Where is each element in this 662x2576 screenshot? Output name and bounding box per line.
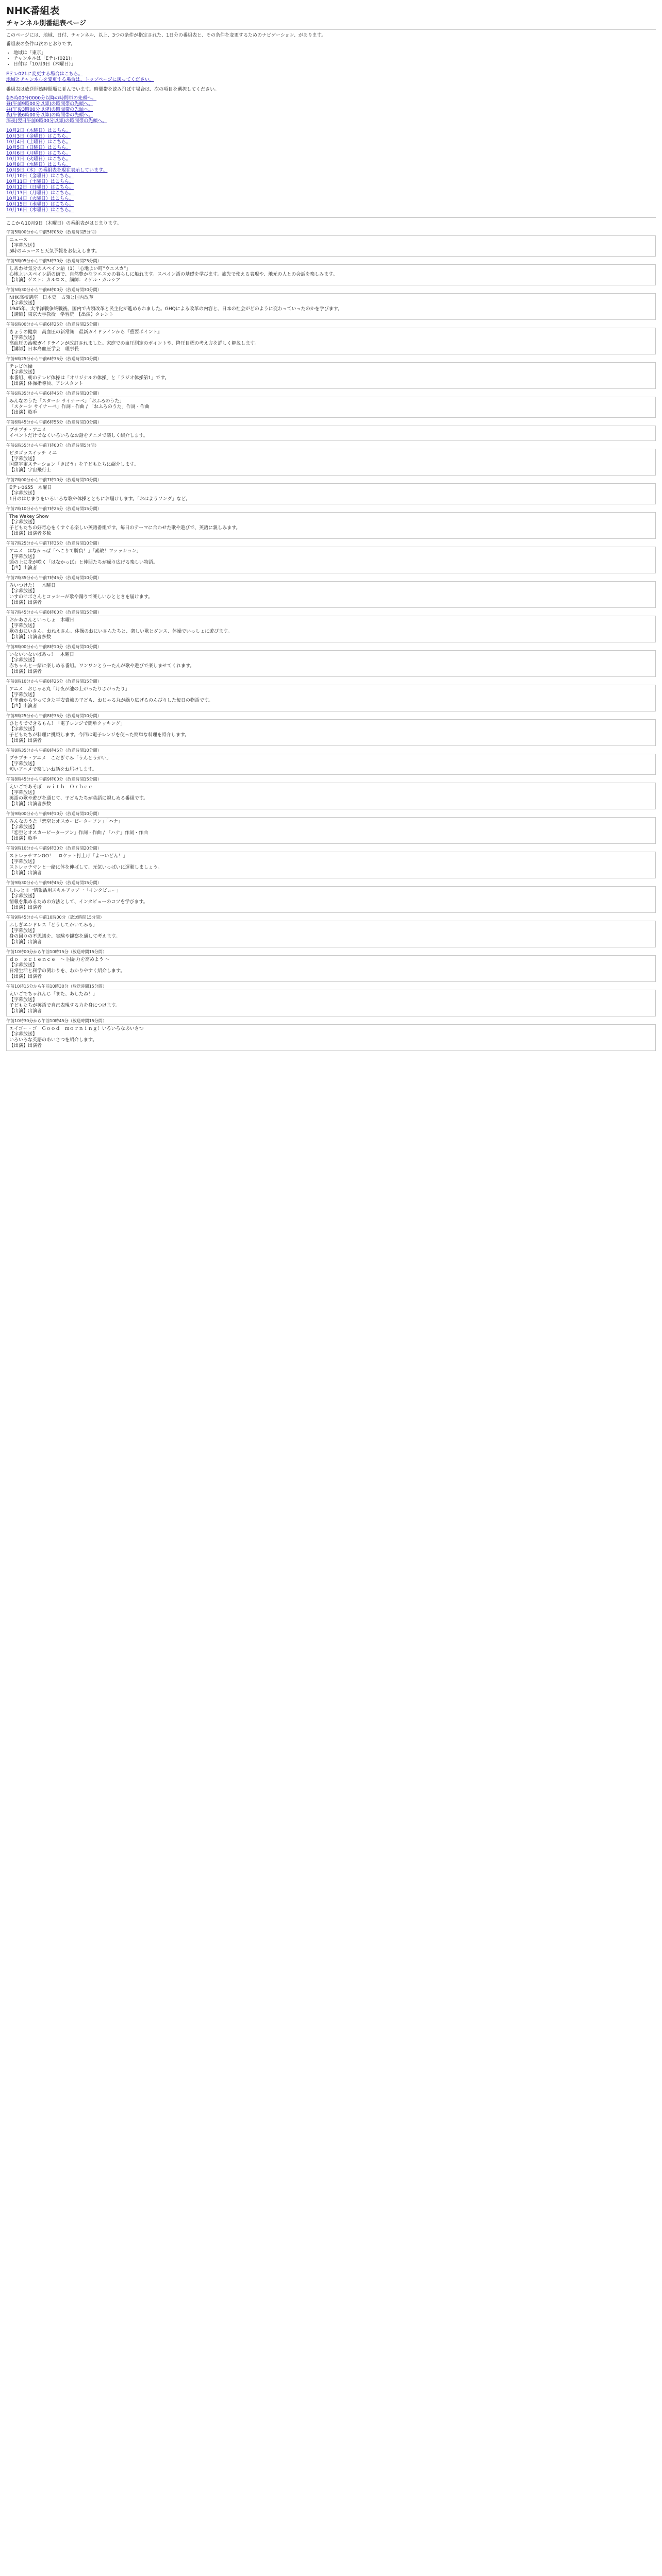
program-time: 午前8時45分から午前9時00分（放送時間15分間）	[6, 777, 102, 782]
program-title: いないいないばあっ！ 木曜日	[9, 652, 74, 657]
program-item	[6, 541, 656, 573]
day-nav-item	[6, 191, 656, 196]
list-heading: ここから10月9日（木曜日）の番組表がはじまります。	[6, 221, 122, 226]
program-time: 午前7時25分から午前7時35分（放送時間10分間）	[6, 541, 102, 546]
page-wrapper	[0, 0, 662, 1058]
day-nav-item	[6, 140, 656, 145]
program-box	[6, 616, 656, 642]
page-subtitle: チャンネル別番組表ページ	[6, 20, 656, 30]
program-title: ピタゴラスイッチ ミニ	[9, 451, 57, 456]
program-item	[6, 610, 656, 642]
program-box	[6, 783, 656, 809]
program-box	[6, 264, 656, 285]
program-time: 午前6時55分から午前7時00分（放送時間5分間）	[6, 443, 99, 448]
program-item	[6, 230, 656, 257]
program-time: 午前8時10分から午前8時25分（放送時間15分間）	[6, 679, 102, 684]
day-nav-item	[6, 185, 656, 191]
program-item	[6, 1019, 656, 1051]
program-title: プチプチ・アニメ	[9, 428, 46, 433]
conditions-heading: 番組表の条件は次のとおりです。	[6, 42, 76, 47]
program-box	[6, 719, 656, 746]
program-time: 午前5時30分から午前6時00分（放送時間30分間）	[6, 287, 102, 292]
program-item	[6, 748, 656, 775]
program-title: アニメ はなかっぱ「へこりて勝負！」「素敵！ファッション」	[9, 549, 141, 554]
program-time: 午前6時25分から午前6時35分（放送時間10分間）	[6, 357, 102, 361]
day-link[interactable]: 10月11日（土曜日）はこちら。	[6, 179, 74, 184]
divider	[6, 217, 656, 218]
program-time: 午前7時10分から午前7時25分（放送時間15分間）	[6, 506, 102, 511]
program-item	[6, 575, 656, 608]
program-time: 午前5時00分から午前5時05分（放送時間5分間）	[6, 230, 99, 234]
program-item	[6, 714, 656, 746]
program-title: しあわせ気分のスペイン語（1）「心地よい町”ウエスカ”」	[9, 266, 131, 272]
program-detail: 【字幕放送】 高血圧の治療ガイドラインが改訂されました。家庭での血圧測定のポイントや、降圧目標の考え方を詳しく解説します。 【講師】日本高血圧学会 理事長	[9, 335, 259, 352]
program-time: 午前8時00分から午前8時10分（放送時間10分間）	[6, 645, 102, 649]
conditions-list	[6, 50, 656, 67]
program-detail: 【字幕放送】 5時のニュースと天気予報をお伝えします。	[9, 243, 100, 254]
program-item	[6, 846, 656, 878]
program-detail: 【字幕放送】 身の回りの不思議を、実験や観察を通して考えます。 【出演】出演者	[9, 928, 121, 945]
condition-item: • 日付は「10月9日（木曜日）」	[13, 62, 656, 67]
program-box	[6, 990, 656, 1016]
program-title: ひとりでできるもん！「電子レンジで簡単クッキング」	[9, 721, 125, 726]
program-detail: 【字幕放送】 英語の歌や遊びを通じて、子どもたちが英語に親しめる番組です。 【出演】出演者多数	[9, 790, 148, 807]
day-link[interactable]: 10月5日（日曜日）はこちら。	[6, 145, 71, 150]
program-detail: 【字幕放送】 赤ちゃんと一緒に楽しめる番組。ワンワンとうーたんが歌や遊びで楽しませてくれます。 【出演】出演者	[9, 658, 195, 674]
day-link[interactable]: 10月14日（火曜日）はこちら。	[6, 196, 74, 201]
program-item	[6, 777, 656, 809]
program-box	[6, 397, 656, 418]
day-nav-item	[6, 151, 656, 157]
program-detail: 【字幕放送】 情報を集めるための方法として、インタビューのコツを学びます。 【出演】出演者	[9, 894, 148, 910]
day-link[interactable]: 10月2日（木曜日）はこちら。	[6, 128, 71, 133]
program-title: アニメ おじゃる丸「月夜が池の上がったりさがったり」	[9, 687, 130, 692]
program-title: Eテレ0655 木曜日	[9, 485, 52, 490]
program-item	[6, 357, 656, 389]
program-box	[6, 1024, 656, 1051]
program-item	[6, 950, 656, 982]
program-box	[6, 852, 656, 878]
day-link[interactable]: 10月15日（水曜日）はこちら。	[6, 202, 74, 207]
program-title: ふしぎエンドレス「どうしてかいてみる」	[9, 923, 97, 928]
program-detail: 【字幕放送】 国際宇宙ステーション「きぼう」を子どもたちに紹介します。 【出演】宇宙飛行士	[9, 456, 139, 473]
program-time: 午前7時45分から午前8時00分（放送時間15分間）	[6, 610, 102, 615]
program-item	[6, 478, 656, 504]
day-link[interactable]: 10月8日（水曜日）はこちら。	[6, 162, 71, 167]
program-item	[6, 322, 656, 354]
day-link[interactable]: 10月10日（金曜日）はこちら。	[6, 174, 74, 179]
day-nav-item	[6, 208, 656, 213]
day-nav-item	[6, 162, 656, 168]
time-nav-heading: 番組表は放送開始時間順に並んでいます。時間帯を読み飛ばす場合は、次の項目を選択してください。	[6, 87, 220, 92]
program-item	[6, 984, 656, 1016]
day-link[interactable]: 10月12日（日曜日）はこちら。	[6, 185, 74, 190]
program-detail: 【字幕放送】 日常生活と科学の関わりを、わかりやすく紹介します。 【出演】出演者	[9, 963, 125, 979]
program-box	[6, 886, 656, 913]
program-title: ニュース	[9, 238, 28, 243]
program-title: テレビ体操	[9, 364, 32, 369]
program-box	[6, 512, 656, 539]
program-time: 午前9時10分から午前9時30分（放送時間20分間）	[6, 846, 102, 851]
program-detail: 【字幕放送】 千年前からやってきた平安貴族の子ども、おじゃる丸が繰り広げるのんびりした毎日の物語です。 【声】出演者	[9, 692, 213, 709]
program-item	[6, 506, 656, 539]
day-nav-item	[6, 128, 656, 134]
program-time: 午前10時30分から午前10時45分（放送時間15分間）	[6, 1019, 107, 1023]
page-title: NHK番組表	[6, 5, 60, 16]
program-title: みんなのうた「恋空とオスカーピーターソン」「ハナ」	[9, 819, 123, 824]
program-time: 午前5時05分から午前5時30分（放送時間25分間）	[6, 259, 102, 263]
program-box	[6, 817, 656, 844]
program-detail: 【字幕放送】 子どもたちが英語で自己表現する力を身につけます。 【出演】出演者	[9, 997, 121, 1014]
time-link-midnight[interactable]: 深夜(翌日午前0時00分以降)の時間帯の先頭へ。	[6, 118, 107, 124]
day-nav-item	[6, 157, 656, 162]
program-title: The Wakey Show	[9, 514, 49, 519]
program-detail: 【字幕放送】 歌のおにいさん、おねえさん、体操のおにいさんたちと、楽しい歌とダンス、体操でいっしょに遊びます。 【出演】出演者多数	[9, 623, 233, 640]
program-title: エイゴー・ゴ Ｇｏｏｄ ｍｏｒｎｉｎｇ！いろいろなあいさつ	[9, 1026, 144, 1031]
day-nav-item	[6, 179, 656, 185]
day-nav	[6, 128, 656, 213]
program-title: プチプチ・アニメ こだぎぐみ「うんとうがい」	[9, 756, 111, 761]
program-item	[6, 443, 656, 476]
program-time: 午前6時35分から午前6時45分（放送時間10分間）	[6, 391, 102, 396]
program-detail: 【字幕放送】 1945年、太平洋戦争終戦後、国内で占領改革と民主化が進められました。GHQによる改革の内容と、日本の社会がどのように変わっていったのかを学びます。 【講師】東京大学教授 学習院 【出演】タレント	[9, 301, 342, 317]
program-item	[6, 645, 656, 677]
program-detail: 【字幕放送】 「恋空とオスカーピーターソン」作詞・作曲 / 「ハナ」作詞・作曲 【出演】歌手	[9, 825, 148, 841]
program-item	[6, 259, 656, 285]
program-time: 午前7時35分から午前7時45分（放送時間10分間）	[6, 575, 102, 580]
day-nav-item	[6, 174, 656, 179]
time-link-morning[interactable]: 朝5時00分0000分以降の時間帯の先頭へ。	[6, 96, 97, 101]
program-detail: イベントだけでなくいろいろなお話をアニメで楽しく紹介します。	[9, 433, 148, 438]
day-nav-item	[6, 168, 656, 174]
program-box	[6, 581, 656, 608]
day-link[interactable]: 10月6日（月曜日）はこちら。	[6, 151, 71, 156]
program-time: 午前9時00分から午前9時10分（放送時間10分間）	[6, 811, 102, 816]
day-nav-item	[6, 196, 656, 202]
time-nav	[6, 96, 656, 124]
program-item	[6, 679, 656, 711]
program-title: きょうの健康 高血圧の新常識 最新ガイドラインから『重要ポイント』	[9, 330, 162, 335]
program-time: 午前8時25分から午前8時35分（放送時間10分間）	[6, 714, 102, 718]
day-link[interactable]: 10月7日（火曜日）はこちら。	[6, 157, 71, 162]
program-detail: 【字幕放送】 いろいろな英語のあいさつを紹介します。 【出演】出演者	[9, 1032, 97, 1048]
program-time: 午前7時00分から午前7時10分（放送時間10分間）	[6, 478, 102, 482]
program-time: 午前9時30分から午前9時45分（放送時間15分間）	[6, 880, 102, 885]
program-title: NHK高校講座 日本史 占領と国内改革	[9, 295, 94, 300]
day-nav-item	[6, 202, 656, 208]
program-time: 午前6時45分から午前6時55分（放送時間10分間）	[6, 420, 102, 425]
program-detail: 【字幕放送】 頭の上に花が咲く「はなかっぱ」と仲間たちが繰り広げる楽しい物語。 【声】出演者	[9, 554, 158, 571]
program-item	[6, 811, 656, 844]
program-box	[6, 293, 656, 320]
program-detail: 【字幕放送】 ストレッチマンと一緒に体を伸ばして、元気いっぱいに運動しましょう。 【出演】出演者	[9, 859, 162, 876]
program-box	[6, 362, 656, 389]
program-item	[6, 915, 656, 947]
program-box	[6, 328, 656, 354]
program-detail: 心地よいスペイン語の街で、自然豊かなウエスカの暮らしに触れます。スペイン語の基礎を学びます。旅先で使える表現や、地元の人との会話を楽しみます。 【出演】ゲスト：カルロス、講師：ミゲル・ガルシア	[9, 272, 338, 283]
program-time: 午前6時00分から午前6時25分（放送時間25分間）	[6, 322, 102, 327]
back-to-top-link[interactable]: 地域とチャンネルを変更する場合は、トップページに戻ってください。	[6, 77, 154, 82]
program-title: ｄｏ ｓｃｉｅｎｃｅ ～ 国語力を高めよう ～	[9, 957, 110, 962]
program-title: みいつけた！ 木曜日	[9, 583, 56, 588]
program-time: 午前9時45分から午前10時00分（放送時間15分間）	[6, 915, 104, 920]
day-nav-item	[6, 134, 656, 140]
change-links	[6, 72, 656, 83]
program-time: 午前8時35分から午前8時45分（放送時間10分間）	[6, 748, 102, 753]
program-box	[6, 685, 656, 711]
change-channel-link[interactable]: Eテレ021に変更する場合はこちら。	[6, 72, 83, 77]
day-link[interactable]: 10月4日（土曜日）はこちら。	[6, 140, 71, 145]
condition-item: • 地域は「東京」	[13, 50, 656, 56]
program-box	[6, 921, 656, 947]
program-title: みんなのうた「スターシ サイナーベ」「おふろのうた」	[9, 399, 124, 404]
program-detail: 【字幕放送】 短いアニメで楽しいお話をお届けします。	[9, 761, 97, 772]
program-item	[6, 420, 656, 441]
program-time: 午前10時15分から午前10時30分（放送時間15分間）	[6, 984, 107, 989]
program-detail: 【字幕放送】 子どもたちが料理に挑戦します。今回は電子レンジを使った簡単な料理を紹介します。 【出演】出演者	[9, 727, 190, 743]
day-link[interactable]: 10月13日（月曜日）はこちら。	[6, 191, 74, 196]
time-link-day[interactable]: 昼(午前9時00分以降)の時間帯の先頭へ。	[6, 101, 93, 107]
program-item	[6, 880, 656, 913]
program-box	[6, 547, 656, 573]
program-detail: 【字幕放送】 本番組、朝のテレビ体操は「オリジナルの体操」と「ラジオ体操第1」です。 【出演】体操指導員、アシスタント	[9, 370, 170, 386]
program-title: えいごであそぼ ｗｉｔｈ Ｏｒｂｅｃ	[9, 785, 93, 790]
program-item	[6, 391, 656, 418]
day-link[interactable]: 10月3日（金曜日）はこちら。	[6, 134, 71, 139]
condition-item: • チャンネルは「Eテレ(021)」	[13, 56, 656, 62]
day-nav-item	[6, 145, 656, 151]
program-title: ストレッチマンGO！ ロケット打上げ「よーいどん！」	[9, 854, 128, 859]
program-item	[6, 287, 656, 320]
time-link-afternoon[interactable]: 昼(午後3時00分以降)の時間帯の先頭へ。	[6, 107, 93, 112]
program-box	[6, 955, 656, 982]
program-box	[6, 235, 656, 257]
program-detail: 【字幕放送】 1日のはじまりをいろいろな歌や体操とともにお届けします。「おはようソング」など。	[9, 491, 191, 502]
program-detail: 【字幕放送】 いすのサボさんとコッシーが歌や踊りで楽しいひとときを届けます。 【出演】出演者	[9, 589, 153, 605]
program-box	[6, 754, 656, 775]
program-title: おかあさんといっしょ 木曜日	[9, 618, 75, 623]
program-box	[6, 650, 656, 677]
program-detail: 【字幕放送】 子どもたちの好奇心をくすぐる楽しい英語番組です。毎日のテーマに合わせた歌や遊びで、英語に親しみます。 【出演】出演者多数	[9, 520, 241, 536]
intro-text: このページには、地域、日付、チャンネル、以上、3つの条件が指定された、1日分の番組表と、その条件を変更するためのナビゲーション、があります。	[6, 33, 326, 38]
program-box	[6, 426, 656, 441]
program-time: 午前10時00分から午前10時15分（放送時間15分間）	[6, 950, 107, 954]
program-list	[6, 230, 656, 1051]
day-link[interactable]: 10月16日（木曜日）はこちら。	[6, 208, 74, 213]
day-link[interactable]: 10月9日（木）の番組表を現在表示しています。	[6, 168, 108, 173]
program-title: えいごでちゃれんじ「また、あしたね！」	[9, 992, 98, 997]
program-box	[6, 449, 656, 476]
program-detail: 「スターシ サイナーベ」作詞・作曲 / 「おふろのうた」作詞・作曲 【出演】歌手	[9, 404, 150, 415]
program-title: し!っと!!一情報活用スキルアップ一「インタビュー」	[9, 888, 121, 893]
time-link-evening[interactable]: 夜(午後6時00分以降)の時間帯の先頭へ。	[6, 113, 93, 118]
program-box	[6, 483, 656, 504]
